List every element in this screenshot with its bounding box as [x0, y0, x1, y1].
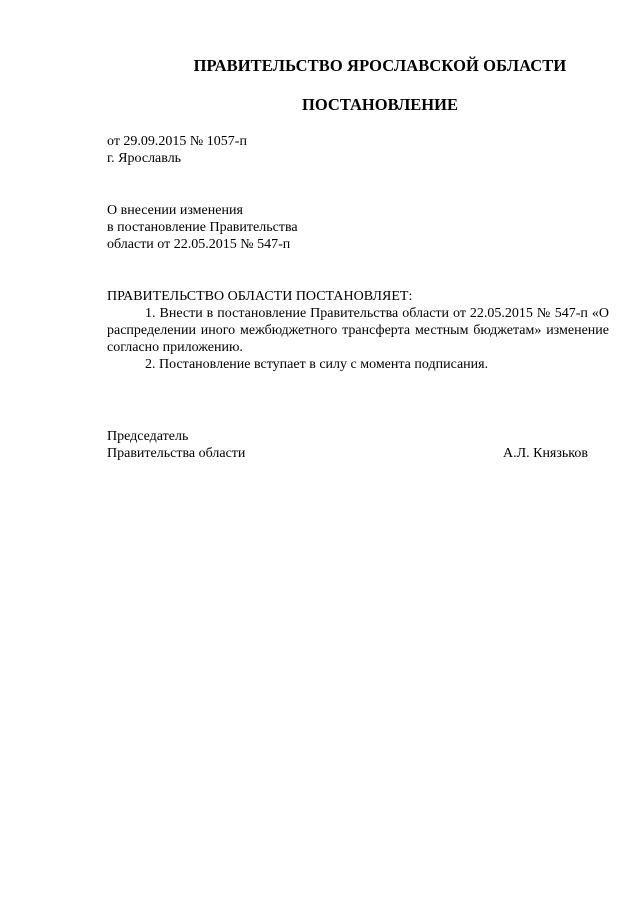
- subject-line-3: области от 22.05.2015 № 547-п: [107, 237, 291, 252]
- signer-name: А.Л. Князьков: [503, 446, 588, 461]
- city: г. Ярославль: [107, 151, 182, 166]
- document-type: ПОСТАНОВЛЕНИЕ: [302, 95, 458, 114]
- subject-line-1: О внесении изменения: [107, 203, 243, 218]
- document-subject: [107, 202, 298, 253]
- document-meta: [107, 133, 247, 167]
- subject-line-2: в постановление Правительства: [107, 220, 298, 235]
- signer-title-line-1: Председатель: [107, 429, 189, 444]
- date-number: от 29.09.2015 № 1057-п: [107, 134, 247, 149]
- decree-preamble: ПРАВИТЕЛЬСТВО ОБЛАСТИ ПОСТАНОВЛЯЕТ:: [107, 289, 413, 304]
- decree-body: [107, 288, 609, 373]
- signature-row: [107, 445, 588, 462]
- signature-block: [107, 428, 588, 462]
- decree-clause-1: 1. Внести в постановление Правительства области от 22.05.2015 № 547-п «О распределении иного межбюджетного трансферта местным бюджетам» изменение согласно приложению.: [107, 306, 609, 355]
- government-title: ПРАВИТЕЛЬСТВО ЯРОСЛАВСКОЙ ОБЛАСТИ: [193, 56, 567, 75]
- decree-clause-2: 2. Постановление вступает в силу с момента подписания.: [145, 357, 489, 372]
- signer-title-line-2: Правительства области: [107, 446, 246, 461]
